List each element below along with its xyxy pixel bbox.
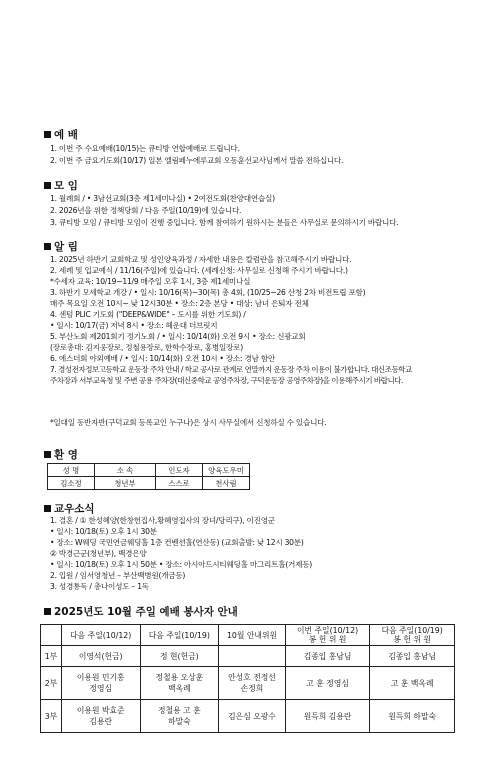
servers-table bbox=[40, 624, 455, 733]
table-cell: 김종입 홍남님 bbox=[285, 646, 370, 667]
news-item: ② 박경근군(청년부), 백경은양 bbox=[50, 549, 147, 558]
table-cell: 김종입 홍남님 bbox=[370, 646, 455, 667]
table-cell: 김소정 bbox=[48, 477, 95, 490]
welcome-table bbox=[47, 463, 250, 490]
table-header-cell: 인도자 bbox=[156, 464, 203, 477]
news-item: 2. 입원 / 임서영청년 – 부산백병원(개금동) bbox=[50, 571, 186, 580]
notice-item: *수세자 교육: 10/19~11/9 매주일 오후 1시, 3층 제1세미나실 bbox=[50, 277, 251, 286]
table-cell: 정 현(헌금) bbox=[140, 646, 219, 667]
table-row bbox=[48, 477, 250, 490]
news-item: 3. 성경통독 / 총나이성도 – 1독 bbox=[50, 582, 149, 591]
table-header-cell: 이번 주일(10/12) 봉 헌 위 원 bbox=[285, 625, 370, 646]
table-cell: 천사림 bbox=[203, 477, 250, 490]
table-row bbox=[41, 700, 455, 733]
table-cell: 이용원 민기홍 정영심 bbox=[61, 667, 140, 700]
worship-item-2: 2. 이번 주 금요기도회(10/17) 일본 엘림페누에루교회 오동훈선교사님께서 말씀 전하십니다. bbox=[50, 156, 344, 165]
notice-item: 4. 센텀 PLIC 기도회 ("DEEP&WIDE" – 도시를 위한 기도회) / bbox=[50, 310, 246, 319]
table-cell: 이영석(헌금) bbox=[61, 646, 140, 667]
table-cell: 원득희 김용란 bbox=[285, 700, 370, 733]
worship-item-1: 1. 이번 주 수요예배(10/15)는 큐티방 연합예배로 드립니다. bbox=[50, 144, 240, 153]
news-item: 1. 결혼 / ① 한성혜양(한창헌집사,황혜영집사의 장녀/당리구), 이진영군 bbox=[50, 516, 275, 525]
table-cell: 고 훈 정영심 bbox=[285, 667, 370, 700]
table-cell: 청년부 bbox=[95, 477, 156, 490]
square-bullet-icon bbox=[44, 505, 51, 512]
notice-item: 주차장과 서부교육청 및 주변 공용 주차장(대신중학교 공영주차장, 구덕운동장 공영주차장)을 이용해주시기 바랍니다. bbox=[50, 376, 403, 385]
table-header-cell: 다음 주일(10/12) bbox=[61, 625, 140, 646]
notice-item: 7. 경성전자정보고등학교 운동장 주차 안내 / 학교 공사로 관계로 연말까지 운동장 주차 이용이 불가합니다. 대신조등학교 bbox=[50, 365, 412, 374]
table-cell: 이용원 박효준 김용란 bbox=[61, 700, 140, 733]
meeting-item-2: 2. 2026년을 위한 정책당회 / 다음 주일(10/19)에 있습니다. bbox=[50, 206, 242, 215]
table-header-cell: 소 속 bbox=[95, 464, 156, 477]
table-cell: 정철용 고 훈 하말숙 bbox=[140, 700, 219, 733]
news-item: • 일시: 10/18(토) 오후 1시 50분 • 장소: 아시아드시티웨딩홀 마그리트홀(거제동) bbox=[50, 560, 312, 569]
notice-item: • 일시: 10/17(금) 저녁 8시 • 장소: 헤운대 더브릿지 bbox=[50, 321, 218, 330]
table-cell: 정철용 오상훈 백옥례 bbox=[140, 667, 219, 700]
table-header-cell: 성 명 bbox=[48, 464, 95, 477]
servers-section-title: 2025년도 10월 주일 예배 봉사자 안내 bbox=[44, 604, 238, 619]
news-item: • 일시: 10/18(토) 오후 1시 30분 bbox=[50, 527, 157, 536]
notice-item: (장로총대: 김지웅장로, 정철용장로, 한학수장로, 홍병일장로) bbox=[50, 343, 243, 352]
square-bullet-icon bbox=[44, 131, 51, 138]
table-cell: 고 훈 백옥례 bbox=[370, 667, 455, 700]
table-cell: 안성호 전정선 손정희 bbox=[219, 667, 286, 700]
news-item: • 장소: W웨딩 국민연금웨딩홀 1층 컨벤션홀(연산동) (교회출발: 낮 12시 30분) bbox=[50, 538, 304, 547]
table-cell: 원득희 하말숙 bbox=[370, 700, 455, 733]
table-header-cell: 다음 주일(10/19) 봉 헌 위 원 bbox=[370, 625, 455, 646]
square-bullet-icon bbox=[44, 451, 51, 458]
worship-section-title: 예 배 bbox=[44, 127, 78, 142]
table-header-cell: 양육도우미 bbox=[203, 464, 250, 477]
table-cell: 2부 bbox=[41, 667, 62, 700]
notice-item: 1. 2025년 하반기 교회학교 및 성인양육과정 / 자세한 내용은 칼럼란을 참고해주시기 바랍니다. bbox=[50, 255, 352, 264]
table-cell: 김은심 오광수 bbox=[219, 700, 286, 733]
table-row bbox=[41, 646, 455, 667]
table-header-cell: 다음 주일(10/19) bbox=[140, 625, 219, 646]
meeting-section-title: 모 임 bbox=[44, 178, 78, 193]
notice-footnote: *일대일 동반자반(구덕교회 등록교인 누구나)은 상시 사무실에서 신청하실 수 있습니다. bbox=[50, 418, 327, 427]
notice-item: 3. 하반기 모세학교 개강 / • 일시: 10/16(목)~30(목) 총 4회, (10/25~26 산청 2차 비전트립 포함) bbox=[50, 288, 366, 297]
table-row bbox=[41, 667, 455, 700]
notice-item: 2. 세례 및 입교예식 / 11/16(주일)에 있습니다. (세례신청: 사무실로 신청해 주시기 바랍니다.) bbox=[50, 266, 348, 275]
news-section-title: 교우소식 bbox=[44, 501, 95, 516]
table-cell bbox=[219, 646, 286, 667]
notice-section-title: 알 림 bbox=[44, 239, 78, 254]
square-bullet-icon bbox=[44, 608, 51, 615]
square-bullet-icon bbox=[44, 243, 51, 250]
table-header-cell bbox=[41, 625, 62, 646]
notice-item: 6. 에스더회 야외예배 / • 일시: 10/14(화) 오전 10시 • 장소: 경남 함안 bbox=[50, 354, 276, 363]
table-cell: 1부 bbox=[41, 646, 62, 667]
meeting-item-1: 1. 월례회 / • 3남선교회(3층 제1세미나실) • 2여전도회(찬양대연습실) bbox=[50, 194, 275, 203]
table-cell: 3부 bbox=[41, 700, 62, 733]
table-cell: 스스로 bbox=[156, 477, 203, 490]
welcome-section-title: 환 영 bbox=[44, 447, 78, 462]
table-header-cell: 10월 안내위원 bbox=[219, 625, 286, 646]
notice-item: 5. 부산노회 제201회기 정기노회 / • 일시: 10/14(화) 오전 9시 • 장소: 신광교회 bbox=[50, 332, 306, 341]
table-row bbox=[41, 625, 455, 646]
notice-item: 매주 목요일 오전 10시~ 낮 12시30분 • 장소: 2층 본당 • 대상: 남녀 은퇴자 전체 bbox=[50, 299, 309, 308]
square-bullet-icon bbox=[44, 182, 51, 189]
meeting-item-3: 3. 큐티방 모임 / 큐티방 모임이 진행 중입니다. 함께 참여하기 원하시는 분들은 사무실로 문의하시기 바랍니다. bbox=[50, 218, 399, 227]
table-row bbox=[48, 464, 250, 477]
